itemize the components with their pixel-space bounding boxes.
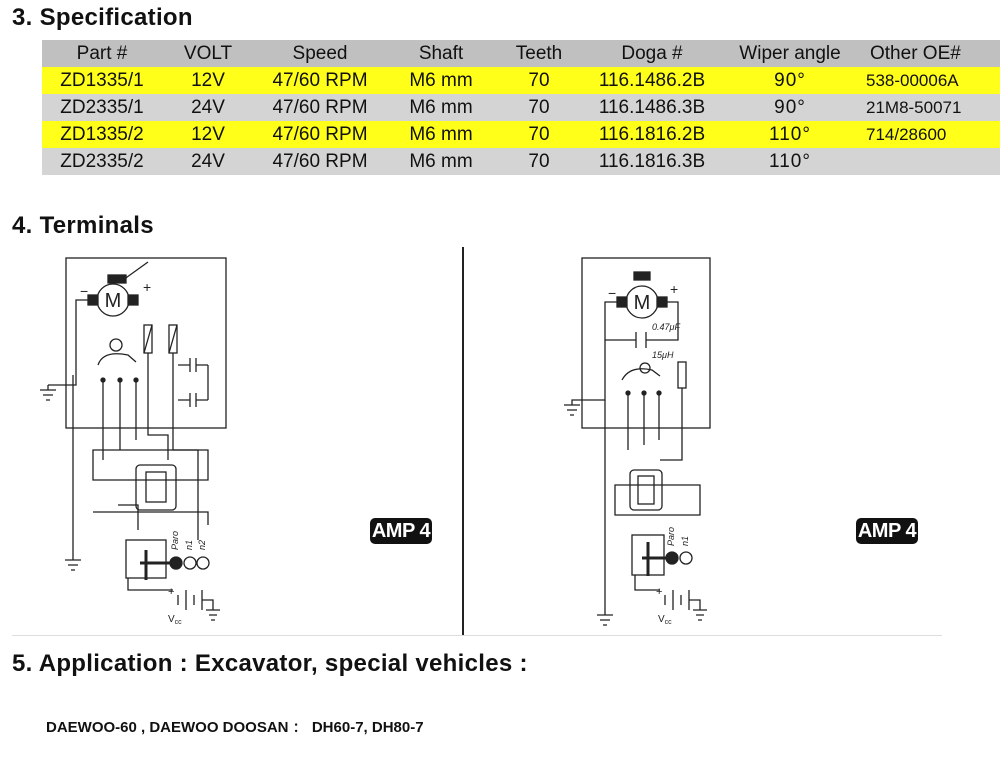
section-title-terminals: 4. Terminals — [12, 212, 154, 239]
column-divider — [462, 247, 464, 635]
specification-table — [42, 40, 1000, 175]
wiring-diagram-right — [560, 250, 760, 630]
header-shaft: Shaft — [386, 40, 496, 67]
cell-part: ZD1335/1 — [42, 67, 162, 94]
minus-label: − — [608, 285, 617, 301]
cell-volt: 12V — [162, 67, 254, 94]
wire — [628, 388, 682, 460]
vcc-label: $V_{cc}$ — [658, 614, 672, 626]
motor-brush-pos — [657, 297, 667, 307]
cam-pivot — [110, 339, 122, 351]
cell-wiper-angle: 110° — [722, 121, 858, 148]
header-doga: Doga # — [582, 40, 722, 67]
cell-teeth: 70 — [496, 67, 582, 94]
cell-speed: 47/60 RPM — [254, 148, 386, 175]
cell-doga: 116.1486.2B — [582, 67, 722, 94]
cell-doga: 116.1816.3B — [582, 148, 722, 175]
ground-symbol — [40, 390, 56, 400]
switch-label-paro: Paro — [666, 526, 676, 546]
wire — [48, 300, 88, 390]
wire — [572, 340, 605, 405]
header-part: Part # — [42, 40, 162, 67]
cell-speed: 47/60 RPM — [254, 94, 386, 121]
cell-teeth: 70 — [496, 121, 582, 148]
connector-pins — [146, 472, 166, 502]
cell-other-oe: 538-00006A — [858, 67, 1000, 94]
switch-label-n2: n2 — [197, 539, 207, 550]
switch-dot-paro — [666, 552, 678, 564]
motor-brush-neg — [88, 295, 98, 305]
switch-label-n1: n1 — [680, 535, 690, 546]
header-volt: VOLT — [162, 40, 254, 67]
capacitor-2 — [178, 393, 208, 407]
vcc-label: $V_{cc}$ — [168, 614, 182, 626]
table-row — [42, 121, 1000, 148]
switch-dot-n1 — [184, 557, 196, 569]
table-row — [42, 94, 1000, 121]
amp-connector-badge-right: AMP 4 — [857, 520, 917, 542]
cell-volt: 24V — [162, 94, 254, 121]
header-wiper-angle: Wiper angle — [722, 40, 858, 67]
ground-symbol — [597, 615, 613, 625]
battery-symbol — [178, 590, 202, 610]
connector-pins — [638, 476, 654, 504]
ground-symbol — [689, 600, 707, 620]
cell-teeth: 70 — [496, 148, 582, 175]
svg-text:+: + — [656, 586, 663, 598]
cell-doga: 116.1486.3B — [582, 94, 722, 121]
application-models: DAEWOO-60 , DAEWOO DOOSAN ： DH60-7, DH80-7 — [46, 719, 424, 736]
motor-label: M — [104, 290, 122, 312]
svg-text:+: + — [168, 586, 175, 598]
inductor-coil — [678, 362, 686, 388]
cell-volt: 12V — [162, 121, 254, 148]
capacitor-1 — [178, 358, 208, 372]
section-separator — [12, 635, 942, 636]
cell-speed: 47/60 RPM — [254, 121, 386, 148]
header-other-oe: Other OE# — [858, 40, 1000, 67]
cell-part: ZD2335/1 — [42, 94, 162, 121]
section-title-application: 5. Application : Excavator, special vehicles : — [12, 650, 528, 677]
cell-volt: 24V — [162, 148, 254, 175]
header-teeth: Teeth — [496, 40, 582, 67]
ground-symbol — [564, 405, 580, 415]
cell-other-oe: 21M8-50071 — [858, 94, 1000, 121]
cell-part: ZD1335/2 — [42, 121, 162, 148]
motor-label: M — [633, 292, 651, 314]
header-speed: Speed — [254, 40, 386, 67]
wire — [93, 505, 208, 530]
cell-shaft: M6 mm — [386, 94, 496, 121]
switch-dot-paro — [170, 557, 182, 569]
motor-brush-top — [634, 272, 650, 280]
section-title-specification: 3. Specification — [12, 4, 193, 31]
switch-label-n1: n1 — [184, 539, 194, 550]
cell-other-oe — [858, 148, 1000, 175]
wire — [103, 380, 136, 460]
table-header-row — [42, 40, 1000, 67]
cam-switch — [98, 354, 136, 365]
cell-part: ZD2335/2 — [42, 148, 162, 175]
inductor-label: 15μH — [652, 350, 674, 360]
table-row — [42, 148, 1000, 175]
capacitor-symbol — [636, 332, 646, 348]
cell-shaft: M6 mm — [386, 67, 496, 94]
ground-symbol — [202, 600, 220, 620]
switch-dot-n2 — [197, 557, 209, 569]
plus-label: + — [143, 279, 152, 295]
cell-other-oe: 714/28600 — [858, 121, 1000, 148]
cell-wiper-angle: 90° — [722, 67, 858, 94]
cell-speed: 47/60 RPM — [254, 67, 386, 94]
cell-wiper-angle: 110° — [722, 148, 858, 175]
motor-brush-neg — [617, 297, 627, 307]
cell-wiper-angle: 90° — [722, 94, 858, 121]
cell-shaft: M6 mm — [386, 121, 496, 148]
switch-label-paro: Paro — [170, 530, 180, 550]
capacitor-label: 0.47μF — [652, 322, 680, 332]
switch-dot-n1 — [680, 552, 692, 564]
plus-label: + — [670, 281, 679, 297]
amp-connector-badge-left: AMP 4 — [371, 520, 431, 542]
table-row — [42, 67, 1000, 94]
cell-shaft: M6 mm — [386, 148, 496, 175]
battery-symbol — [665, 590, 689, 610]
motor-brush-pos — [128, 295, 138, 305]
minus-label: − — [80, 283, 89, 299]
wiring-diagram-left — [28, 250, 228, 630]
cell-teeth: 70 — [496, 94, 582, 121]
cam-pivot — [640, 363, 650, 373]
wire — [128, 578, 173, 590]
ground-symbol — [65, 560, 81, 570]
cell-doga: 116.1816.2B — [582, 121, 722, 148]
